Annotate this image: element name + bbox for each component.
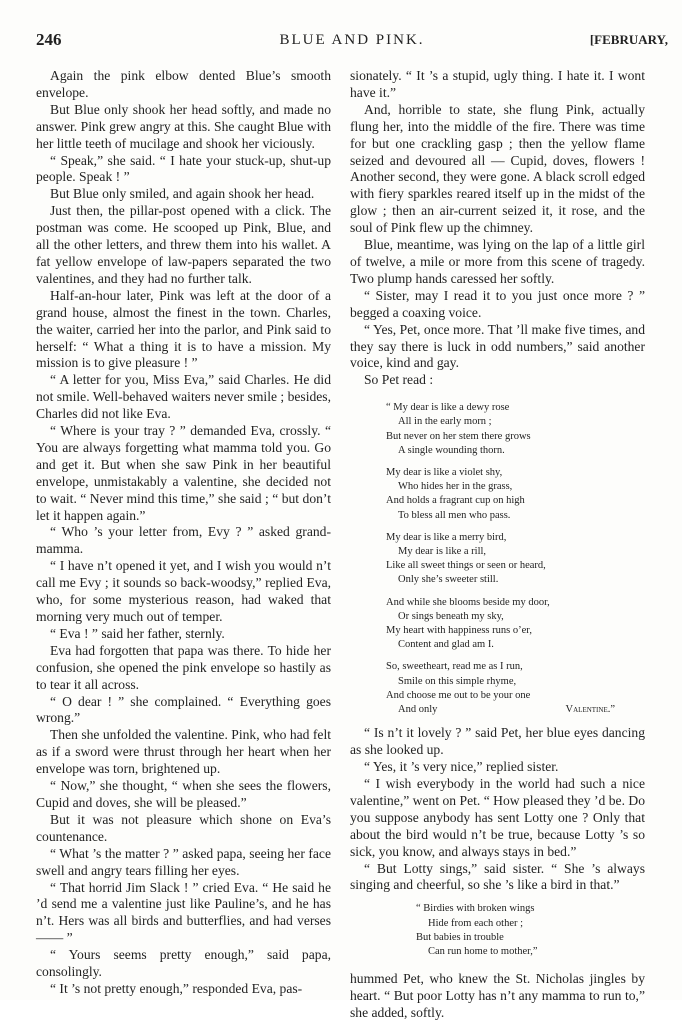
paragraph: “ Where is your tray ? ” demanded Eva, crossly. “ You are always forgetting what mamma told you. Go and get it. But when she saw Pink in her beautiful envelope, unmistakably a valentine, she decided not to wait. “ Never mind this time,” she said ; “ but don’t let it happen again.”: [36, 423, 331, 523]
poem-line: And holds a fragrant cup on high: [386, 495, 525, 507]
paragraph: “ Yes, Pet, once more. That ’ll make five times, and they say there is luck in odd numbers,” said another voice, kind and gay.: [350, 321, 645, 371]
paragraph: So Pet read :: [364, 372, 434, 388]
paragraph: “ Sister, may I read it to you just once more ? ” begged a coaxing voice.: [350, 287, 645, 320]
paragraph: But Blue only smiled, and again shook her head.: [50, 186, 315, 202]
paragraph: “ Speak,” she said. “ I hate your stuck-up, shut-up people. Speak ! ”: [36, 152, 331, 185]
poem-line: My dear is like a merry bird,: [386, 531, 507, 543]
poem-line: But never on her stem there grows: [386, 430, 531, 442]
paragraph: “ Yours seems pretty enough,” said papa, consolingly.: [36, 947, 331, 980]
page-number: 246: [36, 30, 62, 49]
paragraph: Then she unfolded the valentine. Pink, who had felt as if a sword were thrust through her heart when her envelope was torn, brightened up.: [36, 727, 331, 777]
paragraph: “ Now,” she thought, “ when she sees the flowers, Cupid and doves, she will be pleased.”: [36, 778, 331, 810]
poem-stanza: [386, 401, 645, 458]
page-header: [36, 30, 668, 52]
paragraph: “ What ’s the matter ? ” asked papa, seeing her face swell and angry tears filling her eyes.: [36, 845, 331, 878]
paragraph: Half-an-hour later, Pink was left at the door of a grand house, almost the finest in the town. Charles, the waiter, carried her into the parlor, and Pink said to herself: “ What a thing it is to have a mission. My mission is to give pleasure ! ”: [36, 287, 331, 371]
paragraph: “ It ’s not pretty enough,” responded Eva, pas-: [50, 980, 303, 996]
paragraph: But Blue only shook her head softly, and made no answer. Pink grew angry at this. She caught Blue with her little teeth of mucilage and shook her viciously.: [36, 101, 331, 151]
paragraph: sionately. “ It ’s a stupid, ugly thing. I hate it. I wont have it.”: [350, 68, 645, 100]
paragraph: Blue, meantime, was lying on the lap of a little girl of twelve, a mile or more from this scene of tragedy. Two plump hands caressed her softly.: [350, 237, 645, 286]
poem-line: Like all sweet things or seen or heard,: [386, 560, 546, 572]
poem-line: My dear is like a violet shy,: [386, 467, 503, 479]
paragraph: Again the pink elbow dented Blue’s smooth envelope.: [36, 68, 331, 100]
poem-line: A single wounding thorn.: [398, 444, 505, 456]
rhyme-line: “ Birdies with broken wings: [416, 903, 535, 915]
paragraph: “ Is n’t it lovely ? ” said Pet, her blue eyes dancing as she looked up.: [350, 725, 645, 758]
poem-stanza: [386, 466, 645, 523]
poem-line: [386, 703, 645, 717]
poem-line: To bless all men who pass.: [398, 509, 511, 521]
poem-line: My heart with happiness runs o’er,: [386, 625, 532, 637]
paragraph: “ Yes, it ’s very nice,” replied sister.: [364, 759, 559, 775]
paragraph: “ Eva ! ” said her father, sternly.: [50, 625, 225, 641]
poem-stanza: [386, 531, 645, 588]
poem-line: Who hides her in the grass,: [398, 481, 513, 493]
poem-line: So, sweetheart, read me as I run,: [386, 661, 523, 673]
paragraph: Eva had forgotten that papa was there. To hide her confusion, she opened the pink envelope so hastily as to tear it all across.: [36, 642, 331, 692]
poem-line: My dear is like a rill,: [398, 546, 487, 558]
valentine-poem: [386, 401, 645, 717]
rhyme-line: But babies in trouble: [416, 931, 504, 943]
paragraph: But it was not pleasure which shone on Eva’s countenance.: [36, 811, 331, 844]
poem-line: All in the early morn ;: [398, 416, 492, 428]
poem-line: Content and glad am I.: [398, 639, 494, 651]
rhyme-line: Hide from each other ;: [428, 917, 524, 929]
left-column: [36, 68, 331, 998]
paragraph: “ O dear ! ” she complained. “ Everything goes wrong.”: [36, 693, 331, 726]
poem-line-text: And only: [398, 704, 438, 716]
paragraph: hummed Pet, who knew the St. Nicholas jingles by heart. “ But poor Lotty has n’t any mamma to run to,” she added, softly.: [350, 971, 645, 1020]
paragraph: Just then, the pillar-post opened with a click. The postman was come. He scooped up Pink, Blue, and all the other letters, and threw them into his wallet. A fat yellow envelope of law-papers separated the two valentines, and they had no further talk.: [36, 203, 331, 286]
paragraph: “ I have n’t opened it yet, and I wish you would n’t call me Evy ; it sounds so back-woodsy,” replied Eva, who, for some mysterious reason, had waked that morning very much out of temper.: [36, 558, 331, 624]
poem-stanza: [386, 660, 645, 717]
paragraph: “ But Lotty sings,” said sister. “ She ’s always singing and cheerful, so she ’s like a bird in that.”: [350, 860, 645, 893]
paragraph: “ That horrid Jim Slack ! ” cried Eva. “ He said he ’d send me a valentine just like Pauline’s, and he has n’t. Hers was all birds and butterflies, and had verses —— ”: [36, 879, 331, 946]
poem-line: Smile on this simple rhyme,: [398, 675, 517, 687]
poem-line: Only she’s sweeter still.: [398, 574, 499, 586]
paragraph: “ I wish everybody in the world had such a nice valentine,” went on Pet. “ How pleased they ’d be. Do you suppose anybody has sent Lotty one ? Only that about the bird would n’t be true, because Lotty ’s so sick, you know, and always stays in bed.”: [350, 776, 645, 859]
poem-line: And while she blooms beside my door,: [386, 596, 550, 608]
paragraph: And, horrible to state, she flung Pink, actually flung her, into the middle of the fire. There was time for but one crackling gasp ; then the yellow flame seized and devoured all — Cupid, doves, flowers ! Another second, they were gone. A black scroll edged with fiery sparkles reared itself up in the midst of the glow ; then an air-current seized it, it rose, and the soul of Pink flew up the chimney.: [350, 101, 645, 236]
right-column: [350, 68, 645, 1022]
paragraph: “ A letter for you, Miss Eva,” said Charles. He did not smile. Well-behaved waiters never smile ; besides, Charles did not like Eva.: [36, 372, 331, 422]
poem-signature: Valentine.”: [565, 704, 615, 716]
rhyme-line: Can run home to mother,”: [428, 945, 538, 957]
birdies-rhyme: [416, 902, 645, 959]
poem-stanza: [386, 596, 645, 653]
poem-line: “ My dear is like a dewy rose: [386, 402, 510, 414]
paragraph: “ Who ’s your letter from, Evy ? ” asked grand-mamma.: [36, 524, 331, 557]
poem-line: Or sings beneath my sky,: [398, 610, 504, 622]
issue-month: [FEBRUARY,: [589, 32, 668, 47]
poem-line: And choose me out to be your one: [386, 689, 531, 701]
running-title: BLUE AND PINK.: [279, 32, 425, 48]
